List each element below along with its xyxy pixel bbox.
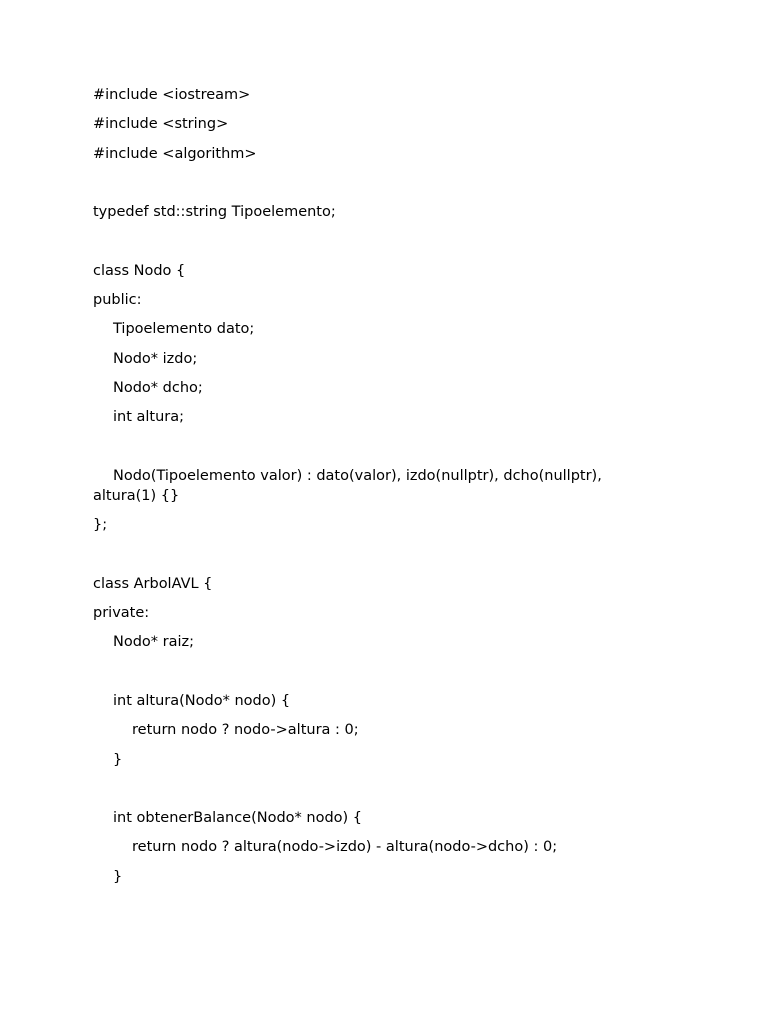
code-line: private: [93, 605, 150, 622]
code-line: public: [93, 292, 142, 309]
code-line: Nodo* izdo; [113, 350, 198, 367]
code-line: }; [93, 517, 108, 534]
code-line: int obtenerBalance(Nodo* nodo) { [113, 810, 363, 827]
blank-line [93, 544, 653, 564]
code-line: #include <string> [93, 116, 229, 133]
code-line: } [113, 751, 123, 768]
code-line: return nodo ? nodo->altura : 0; [132, 722, 359, 739]
blank-line [93, 662, 653, 682]
code-line: class Nodo { [93, 262, 186, 279]
blank-line [93, 779, 653, 799]
code-line: #include <algorithm> [93, 145, 257, 162]
blank-line [93, 437, 653, 457]
code-line: } [113, 868, 123, 885]
code-document [93, 85, 653, 896]
code-line: Tipoelemento dato; [113, 321, 255, 338]
code-line: Nodo(Tipoelemento valor) : dato(valor), izdo(nullptr), dcho(nullptr), altura(1) {} [93, 467, 607, 504]
blank-line [93, 173, 653, 193]
code-line: int altura(Nodo* nodo) { [113, 692, 291, 709]
code-line: Nodo* raiz; [113, 634, 195, 651]
code-line: return nodo ? altura(nodo->izdo) - altura(nodo->dcho) : 0; [132, 839, 558, 856]
code-line: typedef std::string Tipoelemento; [93, 204, 336, 221]
code-line: int altura; [113, 409, 185, 426]
blank-line [93, 231, 653, 251]
code-line: class ArbolAVL { [93, 575, 213, 592]
code-line: #include <iostream> [93, 87, 251, 103]
code-line: Nodo* dcho; [113, 379, 203, 396]
